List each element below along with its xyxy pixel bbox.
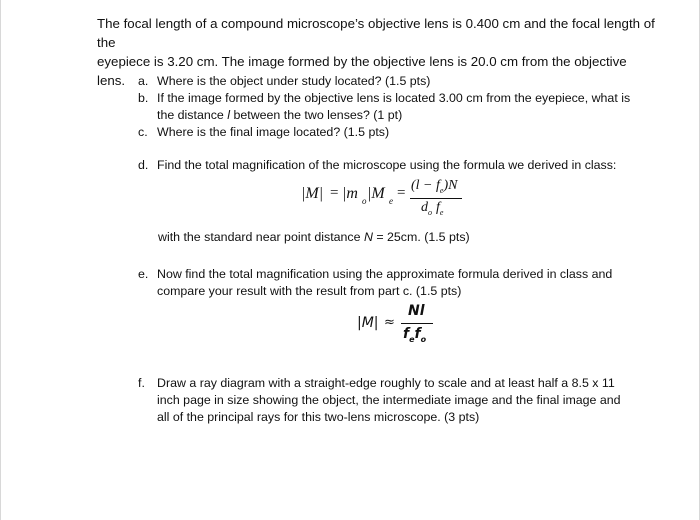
magnification-formula-exact bbox=[301, 178, 471, 222]
question-c-label: c. bbox=[138, 125, 148, 139]
question-f-text-line-2: inch page in size showing the object, the intermediate image and the final image and bbox=[157, 393, 621, 407]
formula-d-denominator bbox=[421, 200, 443, 217]
question-f bbox=[138, 375, 638, 426]
formula-e-fraction-bar bbox=[401, 323, 433, 324]
question-e-label: e. bbox=[138, 267, 149, 281]
formula-d-m-objective: |m bbox=[342, 185, 358, 202]
formula-d-numerator bbox=[411, 178, 457, 195]
intro-line-1: The focal length of a compound microscope’s objective lens is 0.400 cm and the focal length of the bbox=[97, 16, 655, 50]
question-b-text-pre: the distance bbox=[157, 108, 228, 122]
question-d-note bbox=[158, 229, 470, 246]
note-pre: with the standard near point distance bbox=[158, 230, 364, 244]
question-b-text-line-2 bbox=[157, 107, 638, 124]
question-f-text-line-1: Draw a ray diagram with a straight-edge roughly to scale and at least half a 8.5 x 11 bbox=[157, 376, 615, 390]
intro-line-2: eyepiece is 3.20 cm. The image formed by the objective lens is 20.0 cm from the objective lens. bbox=[97, 54, 627, 88]
question-b-text-post: between the two lenses? (1 pt) bbox=[230, 108, 403, 122]
variable-N: N bbox=[363, 230, 373, 244]
formula-d-num-sub: e bbox=[439, 185, 444, 195]
formula-d-den-f: f bbox=[436, 200, 440, 215]
formula-d-lhs: |M| bbox=[301, 185, 324, 202]
question-b-text-line-1: If the image formed by the objective lens is located 3.00 cm from the eyepiece, what is bbox=[157, 91, 631, 105]
formula-d-num-main: (l − f bbox=[411, 178, 440, 193]
question-b-label: b. bbox=[138, 91, 149, 105]
formula-e-den-sub-o: o bbox=[420, 334, 427, 344]
question-b bbox=[138, 90, 638, 124]
formula-e-approx: ≈ bbox=[384, 315, 395, 330]
variable-l: l bbox=[227, 108, 231, 122]
formula-d-den-sub-e: e bbox=[439, 207, 444, 217]
question-a bbox=[138, 73, 638, 90]
formula-d-sub-o: o bbox=[362, 196, 367, 206]
formula-d-sub-e: e bbox=[389, 196, 393, 206]
question-d-text: Find the total magnification of the microscope using the formula we derived in class: bbox=[157, 158, 617, 172]
question-c bbox=[138, 124, 638, 141]
formula-d-den-d: d bbox=[421, 200, 428, 215]
question-a-label: a. bbox=[138, 74, 149, 88]
formula-e-den-f2: f bbox=[414, 326, 421, 342]
formula-d-equals-2: = bbox=[397, 185, 406, 201]
formula-d-num-tail: )N bbox=[443, 178, 458, 193]
question-c-text: Where is the final image located? (1.5 pts) bbox=[157, 125, 390, 139]
question-f-label: f. bbox=[138, 376, 145, 390]
magnification-formula-approx bbox=[357, 303, 447, 347]
note-post: = 25cm. (1.5 pts) bbox=[372, 230, 470, 244]
question-d bbox=[138, 157, 638, 174]
question-e bbox=[138, 266, 638, 300]
formula-e-denominator bbox=[403, 326, 426, 344]
question-f-text-line-3: all of the principal rays for this two-lens microscope. (3 pts) bbox=[157, 410, 480, 424]
question-a-text: Where is the object under study located? (1.5 pts) bbox=[157, 74, 431, 88]
formula-d-fraction-bar bbox=[410, 198, 462, 199]
formula-d-equals-1: = bbox=[330, 185, 339, 201]
question-d-label: d. bbox=[138, 158, 149, 172]
formula-e-lhs: |M| bbox=[357, 315, 379, 331]
formula-d-M-eyepiece: |M bbox=[367, 185, 385, 202]
formula-e-den-f1: f bbox=[403, 326, 410, 342]
question-e-text-line-1: Now find the total magnification using the approximate formula derived in class and bbox=[157, 267, 613, 281]
formula-d-den-sub-o: o bbox=[428, 207, 432, 217]
formula-e-den-sub-e: e bbox=[409, 334, 415, 344]
question-e-text-line-2: compare your result with the result from part c. (1.5 pts) bbox=[157, 284, 462, 298]
formula-e-numerator: Nl bbox=[408, 303, 425, 319]
